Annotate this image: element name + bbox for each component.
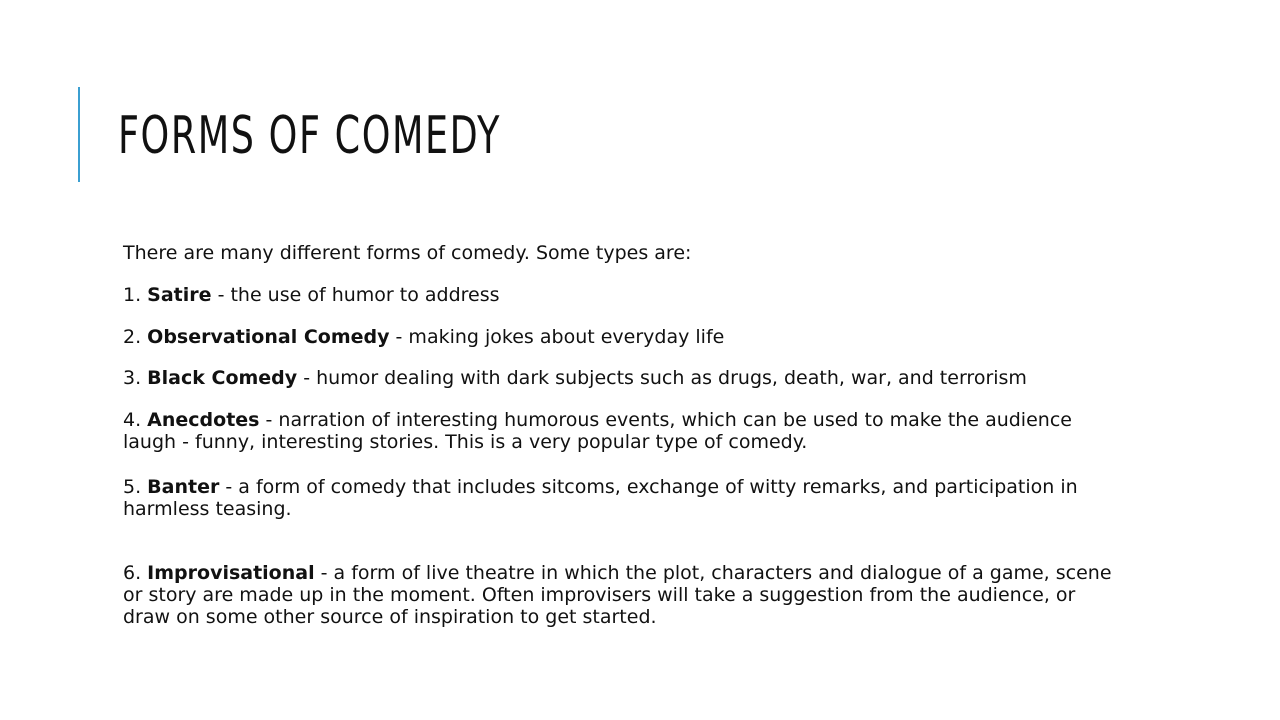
list-item-black-comedy [123, 367, 1027, 389]
item-number: 4. [123, 409, 148, 431]
item-term: Satire [147, 284, 212, 306]
item-term: Improvisational [147, 562, 315, 584]
intro-text: There are many different forms of comedy. Some types are: [123, 242, 692, 264]
item-number: 2. [123, 326, 148, 348]
item-term: Banter [147, 476, 220, 498]
item-description: - making jokes about everyday life [389, 326, 725, 348]
item-term: Anecdotes [147, 409, 260, 431]
list-item-improvisational [123, 562, 1123, 628]
item-number: 1. [123, 284, 148, 306]
list-item-banter [123, 476, 1123, 520]
item-description: - a form of comedy that includes sitcoms, exchange of witty remarks, and participation in harmless teasing. [123, 476, 1078, 520]
item-term: Black Comedy [147, 367, 298, 389]
list-item-observational-comedy [123, 326, 724, 348]
item-number: 6. [123, 562, 148, 584]
item-description: - narration of interesting humorous events, which can be used to make the audience laugh - funny, interesting stories. This is a very popular type of comedy. [123, 409, 1072, 453]
list-item-anecdotes [123, 409, 1123, 453]
item-description: - humor dealing with dark subjects such as drugs, death, war, and terrorism [297, 367, 1027, 389]
item-description: - a form of live theatre in which the plot, characters and dialogue of a game, scene or story are made up in the moment. Often improvisers will take a suggestion from the audience, or draw on some other source of inspiration to get started. [123, 562, 1112, 628]
slide-title: FORMS OF COMEDY [118, 106, 501, 166]
item-term: Observational Comedy [147, 326, 390, 348]
list-item-satire [123, 284, 500, 306]
title-accent-bar [78, 87, 80, 182]
item-description: - the use of humor to address [211, 284, 500, 306]
item-number: 3. [123, 367, 148, 389]
item-number: 5. [123, 476, 148, 498]
